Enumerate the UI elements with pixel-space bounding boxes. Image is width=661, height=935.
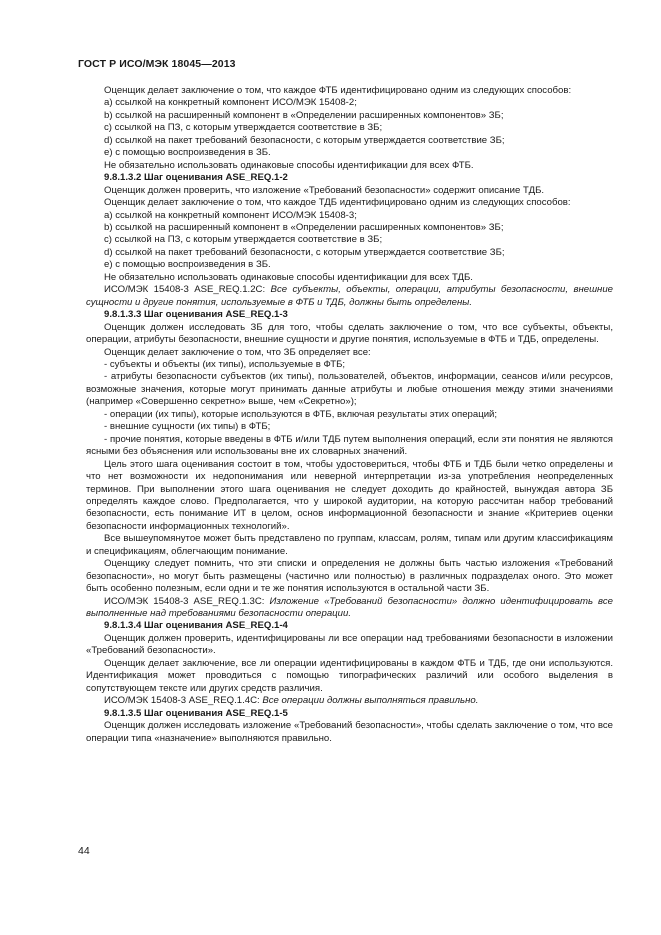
document-body [86, 85, 613, 745]
paragraph: Цель этого шага оценивания состоит в том, чтобы удостовериться, чтобы ФТБ и ТДБ были четко определены и что нет возможности их недопонимания или неверной интерпретации из-за употребления неопределенных терминов. При выполнении этого шага оценивания не следует доходить до крайностей, вынуждая автора ЗБ определять каждое слово. Предполагается, что у широкой аудитории, на которую рассчитан набор требований безопасности, есть понимание ИТ в целом, основ информационной безопасности и знание «Критериев оценки безопасности информационных технологий». [86, 458, 613, 532]
standard-reference [86, 596, 613, 621]
paragraph: Оценщик должен проверить, что изложение «Требований безопасности» содержит описание ТДБ. [104, 184, 545, 196]
paragraph: Оценщику следует помнить, что эти списки и определения не должны быть частью изложения «Требований безопасности», но могут быть размещены (частично или полностью) в различных подразделах оного. Это может быть особенно полезным, если одни и те же понятия используются в остальной части ЗБ. [86, 558, 613, 595]
list-item: b) ссылкой на расширенный компонент в «Определении расширенных компонентов» ЗБ; [104, 109, 504, 121]
list-item: d) ссылкой на пакет требований безопасности, с которым утверждается соответствие ЗБ; [104, 134, 505, 146]
list-item: d) ссылкой на пакет требований безопасности, с которым утверждается соответствие ЗБ; [104, 246, 505, 258]
reference-requirement-text: Все субъекты, объекты, операции, атрибуты безопасности, внешние сущности и другие понятия, используемые в ФТБ и ТДБ, должны быть определены. [86, 284, 613, 308]
paragraph: Оценщик должен проверить, идентифицированы ли все операции над требованиями безопасности в изложении «Требований безопасности». [86, 632, 613, 657]
section-heading: 9.8.1.3.3 Шаг оценивания ASE_REQ.1-3 [104, 309, 288, 321]
section-heading: 9.8.1.3.5 Шаг оценивания ASE_REQ.1-5 [104, 707, 288, 719]
list-item: b) ссылкой на расширенный компонент в «Определении расширенных компонентов» ЗБ; [104, 221, 504, 233]
paragraph: Оценщик должен исследовать изложение «Требований безопасности», чтобы сделать заключение о том, что все операции типа «назначение» выполняются правильно. [86, 720, 613, 744]
page-header: ГОСТ Р ИСО/МЭК 18045—2013 [78, 58, 236, 70]
list-item: a) ссылкой на конкретный компонент ИСО/МЭК 15408-2; [104, 97, 357, 109]
list-item: - операции (их типы), которые используются в ФТБ, включая результаты этих операций; [104, 408, 498, 420]
paragraph: Все вышеупомянутое может быть представлено по группам, классам, ролям, типам или другим классификациям и спецификациям, облегчающим понимание. [86, 533, 613, 557]
standard-reference [86, 695, 613, 707]
list-item: - прочие понятия, которые введены в ФТБ и/или ТДБ путем выполнения операций, если эти понятия не являются ясными без объяснения или использованы вне их словарных значений. [86, 433, 613, 458]
list-item: a) ссылкой на конкретный компонент ИСО/МЭК 15408-3; [104, 209, 357, 221]
section-heading: 9.8.1.3.4 Шаг оценивания ASE_REQ.1-4 [104, 620, 288, 632]
list-item: e) с помощью воспроизведения в ЗБ. [104, 147, 271, 159]
list-item: e) с помощью воспроизведения в ЗБ. [104, 259, 271, 271]
reference-code: ИСО/МЭК 15408-3 ASE_REQ.1.2C: [104, 284, 271, 296]
reference-code: ИСО/МЭК 15408-3 ASE_REQ.1.3C: [104, 595, 270, 607]
paragraph: Оценщик должен исследовать ЗБ для того, чтобы сделать заключение о том, что все субъекты, объекты, операции, атрибуты безопасности, внешние сущности и другие понятия, используемые в ФТБ и ТДБ, определены. [86, 321, 613, 346]
paragraph: Оценщик делает заключение о том, что каждое ТДБ идентифицировано одним из следующих способов: [104, 197, 571, 209]
list-item: - субъекты и объекты (их типы), используемые в ФТБ; [104, 358, 346, 370]
page-number: 44 [78, 845, 90, 857]
list-item: c) ссылкой на ПЗ, с которым утверждается соответствие в ЗБ; [104, 122, 383, 134]
paragraph: Оценщик делает заключение о том, что каждое ФТБ идентифицировано одним из следующих способов: [104, 85, 572, 96]
reference-code: ИСО/МЭК 15408-3 ASE_REQ.1.4C: [104, 695, 263, 707]
paragraph: Не обязательно использовать одинаковые способы идентификации для всех ФТБ. [104, 159, 474, 171]
paragraph: Оценщик делает заключение, все ли операции идентифицированы в каждом ФТБ и ТДБ, где они используются. Идентификация может проводиться с помощью типографических различий или особого выделения в сопутствующем тексте или других средств различия. [86, 657, 613, 694]
list-item: - внешние сущности (их типы) в ФТБ; [104, 421, 271, 433]
reference-requirement-text: Все операции должны выполняться правильно. [262, 695, 479, 707]
section-heading: 9.8.1.3.2 Шаг оценивания ASE_REQ.1-2 [104, 172, 288, 184]
list-item: c) ссылкой на ПЗ, с которым утверждается соответствие в ЗБ; [104, 234, 383, 246]
paragraph: Не обязательно использовать одинаковые способы идентификации для всех ТДБ. [104, 271, 473, 283]
list-item: - атрибуты безопасности субъектов (их типы), пользователей, объектов, информации, сеансов и/или ресурсов, возможные значения, которые могут принимать данные атрибуты и любые отношения между этими значениями (например «Совершенно секретно» выше, чем «Секретно»); [86, 371, 613, 408]
paragraph: Оценщик делает заключение о том, что ЗБ определяет все: [104, 346, 371, 358]
reference-requirement-text: Изложение «Требований безопасности» должно идентифицировать все выполненные над требованиями безопасности операции. [86, 595, 613, 620]
standard-reference [86, 284, 613, 309]
